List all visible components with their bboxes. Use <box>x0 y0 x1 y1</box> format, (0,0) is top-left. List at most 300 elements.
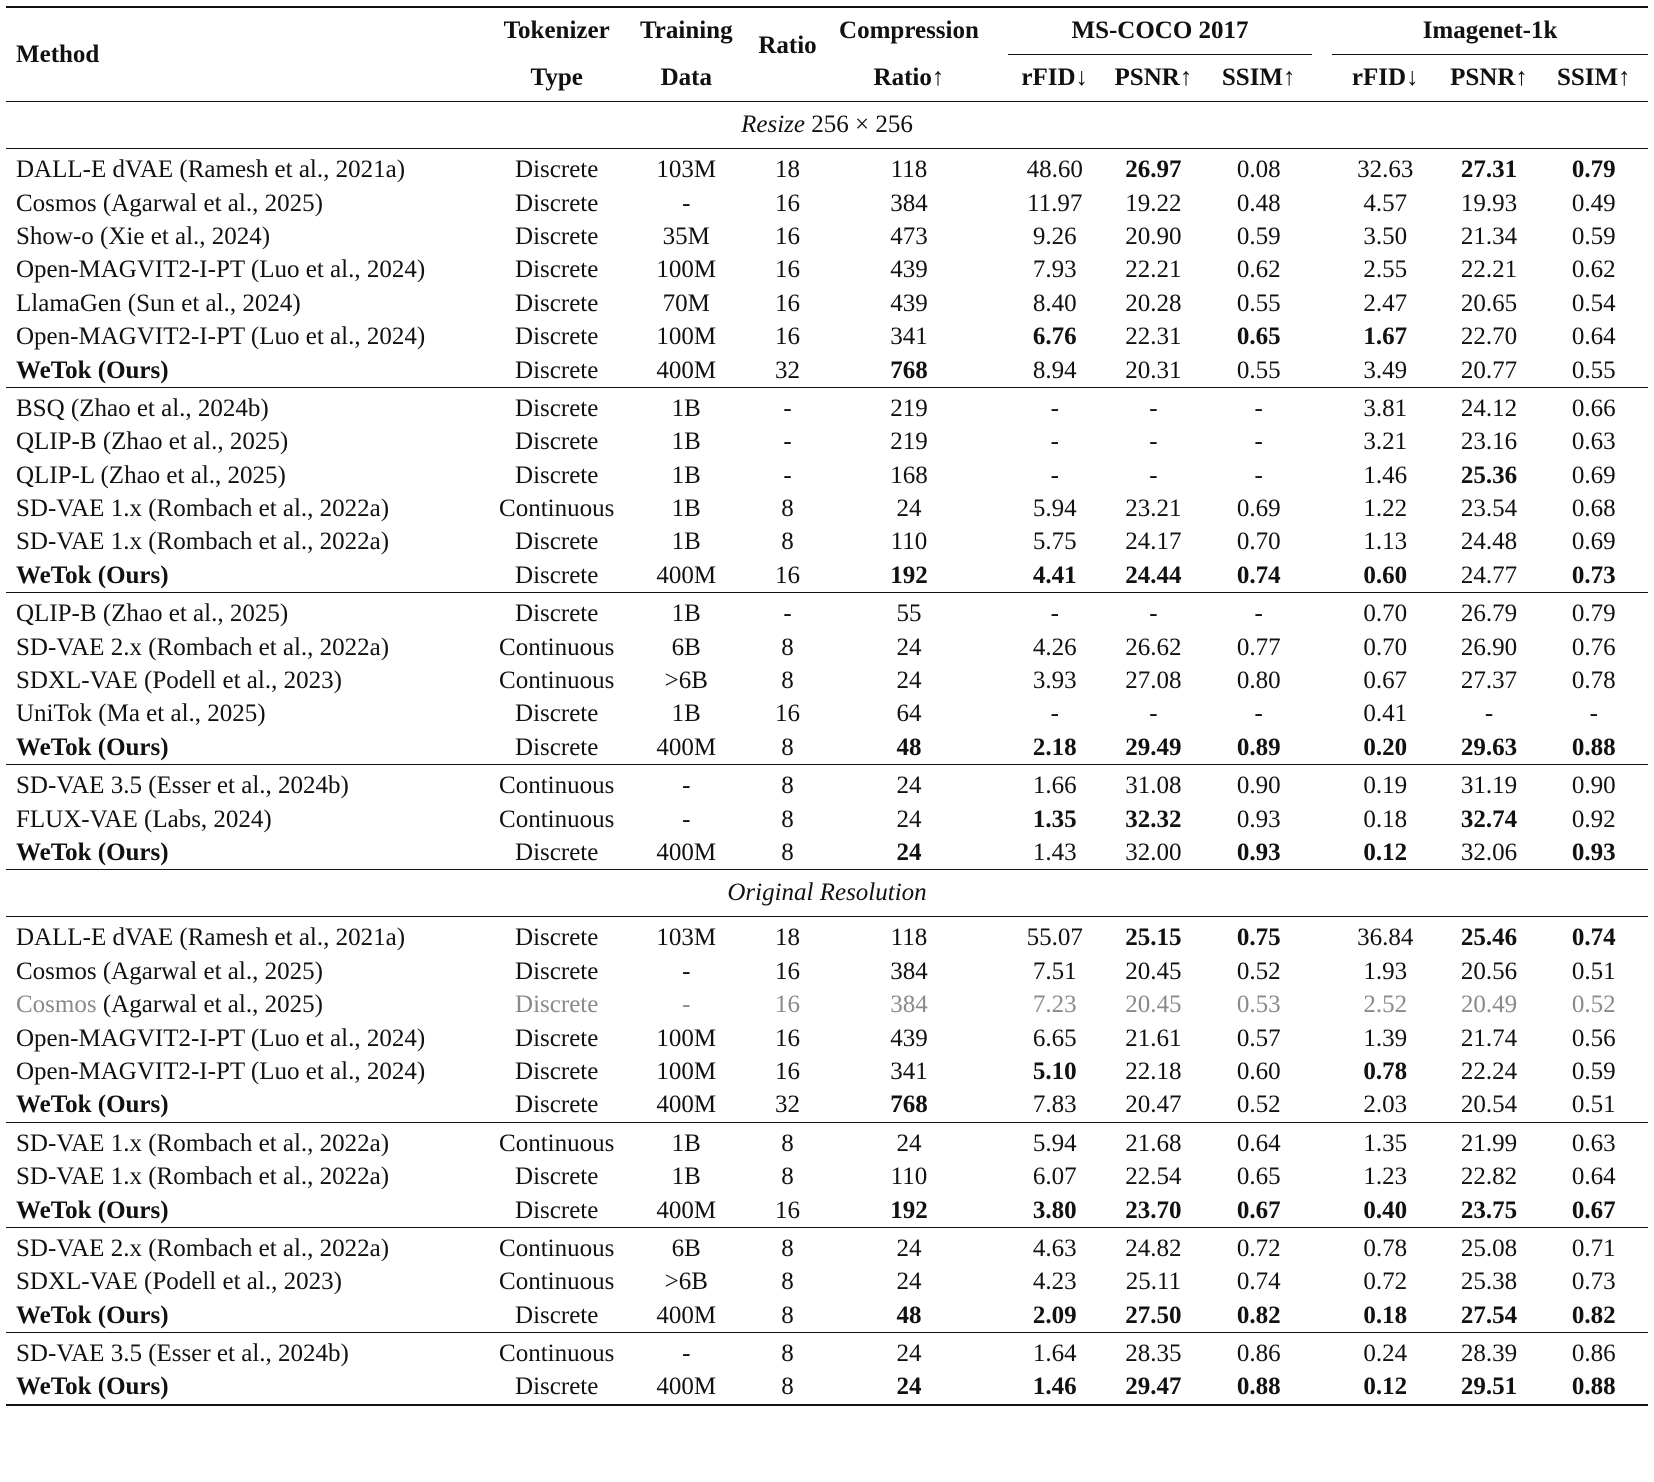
header-training-1: Training <box>626 7 747 55</box>
coco-psnr-cell <box>1101 1122 1205 1160</box>
method-name: QLIP-B <box>16 428 97 456</box>
imagenet-psnr-cell <box>1438 149 1539 187</box>
training-data-cell-value: 1B <box>671 600 701 628</box>
table-row <box>6 1299 1648 1333</box>
spacer <box>990 1021 1008 1054</box>
training-data-cell-value: 70M <box>662 289 710 317</box>
table-row <box>6 149 1648 187</box>
imagenet-ssim-cell-value: 0.51 <box>1571 1091 1616 1119</box>
imagenet-psnr-cell <box>1438 593 1539 631</box>
coco-rfid-cell-value: 3.93 <box>1032 667 1077 695</box>
coco-rfid-cell-value: 1.43 <box>1032 839 1077 866</box>
imagenet-rfid-cell <box>1332 149 1438 187</box>
coco-ssim-cell <box>1206 955 1312 988</box>
training-data-cell <box>626 559 747 593</box>
imagenet-ssim-cell <box>1540 320 1648 353</box>
method-citation: (Rombach et al., 2022a) <box>141 1129 390 1157</box>
imagenet-rfid-cell-value: 2.03 <box>1363 1091 1408 1119</box>
ratio-cell <box>747 492 828 525</box>
coco-ssim-cell <box>1206 1193 1312 1227</box>
coco-rfid-cell-value: 8.94 <box>1032 356 1077 384</box>
tokenizer-type-cell-value: Discrete <box>515 356 599 384</box>
table-row <box>6 1193 1648 1227</box>
tokenizer-type-cell-value: Continuous <box>499 805 615 833</box>
method-cell <box>6 664 488 697</box>
coco-rfid-cell-value: 4.26 <box>1032 633 1077 661</box>
coco-ssim-cell <box>1206 186 1312 219</box>
spacer <box>1312 492 1332 525</box>
spacer <box>1312 1227 1332 1265</box>
coco-psnr-cell <box>1101 917 1205 955</box>
header-imagenet-psnr: PSNR↑ <box>1450 64 1528 91</box>
imagenet-rfid-cell <box>1332 1227 1438 1265</box>
spacer <box>990 253 1008 286</box>
ratio-cell <box>747 220 828 253</box>
method-name: SD-VAE 3.5 <box>16 1340 142 1368</box>
coco-ssim-cell-value: 0.64 <box>1236 1129 1281 1157</box>
coco-rfid-cell <box>1008 1160 1101 1193</box>
method-citation: (Ramesh et al., 2021a) <box>173 924 406 952</box>
imagenet-ssim-cell-value: 0.63 <box>1571 1129 1616 1157</box>
coco-ssim-cell <box>1206 1021 1312 1054</box>
coco-rfid-cell <box>1008 664 1101 697</box>
tokenizer-type-cell-value: Discrete <box>515 1373 599 1401</box>
imagenet-ssim-cell-value: 0.88 <box>1571 733 1616 761</box>
imagenet-psnr-cell-value: 22.24 <box>1460 1057 1518 1085</box>
spacer <box>990 353 1008 387</box>
imagenet-rfid-cell-value: 0.72 <box>1363 1268 1408 1296</box>
compression-ratio-cell-value: 24 <box>896 633 922 661</box>
ratio-cell-value: 8 <box>781 1268 794 1296</box>
ratio-cell-value: 8 <box>781 733 794 761</box>
coco-psnr-cell-value: - <box>1149 428 1158 456</box>
coco-ssim-cell <box>1206 353 1312 387</box>
tokenizer-type-cell-value: Discrete <box>515 1163 599 1191</box>
ratio-cell <box>747 664 828 697</box>
tokenizer-type-cell <box>488 459 626 492</box>
compression-ratio-cell-value: 55 <box>896 600 922 628</box>
table-header <box>6 7 1648 102</box>
imagenet-psnr-cell <box>1438 802 1539 835</box>
imagenet-psnr-cell-value: 20.77 <box>1460 356 1518 384</box>
compression-ratio-cell <box>828 149 990 187</box>
imagenet-psnr-cell <box>1438 765 1539 803</box>
spacer <box>990 186 1008 219</box>
imagenet-ssim-cell-value: 0.51 <box>1571 957 1616 985</box>
coco-psnr-cell <box>1101 353 1205 387</box>
coco-rfid-cell-value: 5.94 <box>1032 495 1077 523</box>
imagenet-psnr-cell <box>1438 425 1539 458</box>
spacer <box>990 220 1008 253</box>
coco-psnr-cell <box>1101 1021 1205 1054</box>
imagenet-ssim-cell <box>1540 1055 1648 1088</box>
spacer <box>990 1160 1008 1193</box>
method-cell <box>6 1193 488 1227</box>
spacer <box>1312 731 1332 765</box>
ratio-cell-value: 8 <box>781 633 794 661</box>
coco-psnr-cell-value: 25.15 <box>1125 924 1182 952</box>
tokenizer-type-cell-value: Continuous <box>499 667 615 695</box>
method-cell <box>6 353 488 387</box>
coco-psnr-cell-value: - <box>1149 700 1158 728</box>
imagenet-ssim-cell <box>1540 1299 1648 1333</box>
imagenet-rfid-cell-value: 0.70 <box>1363 600 1408 628</box>
coco-rfid-cell-value: 4.23 <box>1032 1268 1077 1296</box>
compression-ratio-cell <box>828 1160 990 1193</box>
method-citation: (Agarwal et al., 2025) <box>96 189 323 217</box>
table-row <box>6 765 1648 803</box>
imagenet-psnr-cell-value: 31.19 <box>1460 772 1518 800</box>
coco-ssim-cell-value: 0.67 <box>1236 1196 1281 1224</box>
coco-psnr-cell <box>1101 765 1205 803</box>
coco-ssim-cell-value: 0.48 <box>1236 189 1281 217</box>
ratio-cell-value: 16 <box>774 289 800 317</box>
training-data-cell-value: 1B <box>671 461 701 489</box>
tokenizer-type-cell-value: Discrete <box>515 156 599 184</box>
imagenet-ssim-cell-value: 0.62 <box>1571 256 1616 284</box>
tokenizer-type-cell <box>488 1265 626 1298</box>
coco-rfid-cell <box>1008 253 1101 286</box>
method-cell <box>6 988 488 1021</box>
method-citation: (Agarwal et al., 2025) <box>96 957 323 985</box>
coco-psnr-cell <box>1101 955 1205 988</box>
training-data-cell-value: 400M <box>656 1196 717 1224</box>
tokenizer-type-cell <box>488 320 626 353</box>
compression-ratio-cell <box>828 1122 990 1160</box>
coco-rfid-cell <box>1008 186 1101 219</box>
training-data-cell <box>626 917 747 955</box>
ratio-cell-value: 16 <box>774 700 800 728</box>
method-name: SD-VAE 2.x <box>16 1234 142 1262</box>
coco-rfid-cell-value: 48.60 <box>1026 156 1083 184</box>
training-data-cell-value: 400M <box>656 1373 717 1401</box>
coco-psnr-cell-value: 26.62 <box>1125 633 1182 661</box>
table-row <box>6 802 1648 835</box>
compression-ratio-cell-value: 24 <box>896 1340 922 1368</box>
method-cell <box>6 425 488 458</box>
spacer <box>990 320 1008 353</box>
coco-psnr-cell <box>1101 664 1205 697</box>
spacer <box>990 1055 1008 1088</box>
tokenizer-type-cell <box>488 988 626 1021</box>
compression-ratio-cell-value: 24 <box>896 805 922 833</box>
training-data-cell <box>626 525 747 558</box>
ratio-cell <box>747 1299 828 1333</box>
spacer <box>990 149 1008 187</box>
imagenet-ssim-cell <box>1540 220 1648 253</box>
imagenet-rfid-cell-value: 4.57 <box>1363 189 1408 217</box>
coco-psnr-cell <box>1101 697 1205 730</box>
spacer <box>990 765 1008 803</box>
tokenizer-type-cell <box>488 697 626 730</box>
spacer <box>990 287 1008 320</box>
training-data-cell <box>626 1370 747 1404</box>
coco-psnr-cell-value: 22.21 <box>1125 256 1182 284</box>
coco-ssim-cell <box>1206 630 1312 663</box>
coco-ssim-cell-value: 0.88 <box>1236 1373 1281 1401</box>
coco-ssim-cell-value: - <box>1254 600 1263 628</box>
imagenet-ssim-cell <box>1540 955 1648 988</box>
method-name: WeTok (Ours) <box>16 1301 169 1329</box>
imagenet-psnr-cell <box>1438 630 1539 663</box>
imagenet-ssim-cell-value: 0.76 <box>1571 633 1616 661</box>
coco-psnr-cell-value: 21.61 <box>1125 1024 1182 1052</box>
compression-ratio-cell-value: 24 <box>896 1234 922 1262</box>
spacer <box>1312 1055 1332 1088</box>
coco-ssim-cell <box>1206 492 1312 525</box>
spacer <box>990 917 1008 955</box>
imagenet-ssim-cell-value: 0.74 <box>1571 924 1616 952</box>
compression-ratio-cell <box>828 459 990 492</box>
coco-rfid-cell <box>1008 1265 1101 1298</box>
method-citation: (Rombach et al., 2022a) <box>141 633 390 661</box>
coco-rfid-cell-value: 5.75 <box>1032 528 1077 556</box>
tokenizer-type-cell-value: Discrete <box>515 991 599 1019</box>
imagenet-rfid-cell-value: 0.78 <box>1363 1057 1408 1085</box>
tokenizer-type-cell <box>488 492 626 525</box>
training-data-cell <box>626 1193 747 1227</box>
tokenizer-type-cell <box>488 1193 626 1227</box>
tokenizer-type-cell <box>488 220 626 253</box>
tokenizer-type-cell-value: Discrete <box>515 1024 599 1052</box>
compression-ratio-cell <box>828 630 990 663</box>
imagenet-psnr-cell-value: 29.51 <box>1460 1373 1518 1401</box>
ratio-cell-value: 8 <box>781 528 794 556</box>
method-name: WeTok (Ours) <box>16 1373 169 1401</box>
coco-psnr-cell-value: 22.31 <box>1125 323 1182 351</box>
tokenizer-type-cell-value: Continuous <box>499 1234 615 1262</box>
training-data-cell-value: 100M <box>656 256 717 284</box>
method-cell <box>6 253 488 286</box>
imagenet-ssim-cell <box>1540 459 1648 492</box>
coco-ssim-cell <box>1206 1088 1312 1122</box>
coco-ssim-cell-value: 0.72 <box>1236 1234 1281 1262</box>
training-data-cell-value: 400M <box>656 561 717 589</box>
imagenet-psnr-cell <box>1438 1160 1539 1193</box>
imagenet-psnr-cell <box>1438 220 1539 253</box>
imagenet-rfid-cell <box>1332 1265 1438 1298</box>
coco-ssim-cell-value: 0.55 <box>1236 356 1281 384</box>
coco-ssim-cell-value: 0.69 <box>1236 495 1281 523</box>
spacer <box>990 802 1008 835</box>
results-table <box>6 6 1648 1406</box>
training-data-cell <box>626 1122 747 1160</box>
method-cell <box>6 220 488 253</box>
tokenizer-type-cell-value: Discrete <box>515 561 599 589</box>
imagenet-psnr-cell-value: 19.93 <box>1460 189 1518 217</box>
imagenet-ssim-cell <box>1540 1370 1648 1404</box>
spacer <box>990 425 1008 458</box>
table-row <box>6 459 1648 492</box>
table-row <box>6 1055 1648 1088</box>
ratio-cell <box>747 836 828 870</box>
training-data-cell-value: >6B <box>664 667 708 695</box>
imagenet-psnr-cell <box>1438 287 1539 320</box>
compression-ratio-cell <box>828 253 990 286</box>
imagenet-ssim-cell <box>1540 1122 1648 1160</box>
coco-ssim-cell-value: 0.77 <box>1236 633 1281 661</box>
training-data-cell-value: 1B <box>671 1129 701 1157</box>
method-cell <box>6 387 488 425</box>
imagenet-rfid-cell <box>1332 664 1438 697</box>
ratio-cell <box>747 1332 828 1370</box>
coco-psnr-cell <box>1101 320 1205 353</box>
coco-rfid-cell <box>1008 425 1101 458</box>
header-coco-rfid: rFID↓ <box>1021 64 1089 91</box>
tokenizer-type-cell <box>488 731 626 765</box>
imagenet-psnr-cell <box>1438 387 1539 425</box>
method-citation: (Esser et al., 2024b) <box>141 772 349 800</box>
compression-ratio-cell-value: 24 <box>896 1129 922 1157</box>
imagenet-ssim-cell-value: 0.69 <box>1571 528 1616 556</box>
spacer <box>990 559 1008 593</box>
ratio-cell <box>747 1265 828 1298</box>
ratio-cell <box>747 320 828 353</box>
compression-ratio-cell <box>828 836 990 870</box>
compression-ratio-cell-value: 48 <box>896 1301 922 1329</box>
ratio-cell-value: 16 <box>774 189 800 217</box>
imagenet-rfid-cell <box>1332 802 1438 835</box>
imagenet-psnr-cell <box>1438 1370 1539 1404</box>
imagenet-ssim-cell-value: 0.73 <box>1571 1268 1616 1296</box>
compression-ratio-cell-value: 192 <box>890 561 928 589</box>
imagenet-rfid-cell <box>1332 1021 1438 1054</box>
tokenizer-type-cell-value: Discrete <box>515 733 599 761</box>
coco-psnr-cell <box>1101 1370 1205 1404</box>
imagenet-ssim-cell <box>1540 353 1648 387</box>
spacer <box>990 492 1008 525</box>
coco-rfid-cell-value: 4.41 <box>1032 561 1077 589</box>
method-citation: (Zhao et al., 2025) <box>94 461 286 489</box>
coco-psnr-cell-value: 29.49 <box>1125 733 1182 761</box>
header-compression-1: Compression <box>828 7 990 55</box>
method-name: SD-VAE 1.x <box>16 1163 142 1191</box>
coco-rfid-cell <box>1008 836 1101 870</box>
imagenet-rfid-cell <box>1332 765 1438 803</box>
ratio-cell-value: 16 <box>774 1057 800 1085</box>
method-name: Show-o <box>16 222 94 250</box>
training-data-cell <box>626 1021 747 1054</box>
imagenet-rfid-cell-value: 0.41 <box>1363 700 1408 728</box>
imagenet-ssim-cell <box>1540 525 1648 558</box>
tokenizer-type-cell <box>488 1332 626 1370</box>
coco-psnr-cell <box>1101 593 1205 631</box>
ratio-cell-value: 18 <box>774 156 800 184</box>
compression-ratio-cell-value: 439 <box>890 256 928 284</box>
coco-rfid-cell-value: - <box>1050 600 1059 628</box>
coco-psnr-cell <box>1101 1055 1205 1088</box>
coco-psnr-cell-value: 29.47 <box>1125 1373 1182 1401</box>
coco-rfid-cell <box>1008 765 1101 803</box>
compression-ratio-cell-value: 24 <box>896 1268 922 1296</box>
coco-psnr-cell <box>1101 1332 1205 1370</box>
imagenet-psnr-cell-value: 22.70 <box>1460 323 1518 351</box>
imagenet-rfid-cell <box>1332 459 1438 492</box>
coco-psnr-cell <box>1101 459 1205 492</box>
coco-rfid-cell <box>1008 220 1101 253</box>
spacer <box>1312 1122 1332 1160</box>
training-data-cell-value: 103M <box>656 924 717 952</box>
coco-ssim-cell-value: 0.62 <box>1236 256 1281 284</box>
imagenet-psnr-cell-value: 24.12 <box>1460 394 1518 422</box>
tokenizer-type-cell-value: Discrete <box>515 924 599 952</box>
spacer <box>1312 1021 1332 1054</box>
coco-psnr-cell-value: - <box>1149 600 1158 628</box>
imagenet-rfid-cell-value: 3.81 <box>1363 394 1408 422</box>
imagenet-psnr-cell-value: 21.99 <box>1460 1129 1518 1157</box>
ratio-cell-value: 8 <box>781 1163 794 1191</box>
tokenizer-type-cell-value: Discrete <box>515 600 599 628</box>
compression-ratio-cell <box>828 1265 990 1298</box>
coco-psnr-cell <box>1101 559 1205 593</box>
method-citation: (Rombach et al., 2022a) <box>141 1234 390 1262</box>
imagenet-psnr-cell-value: 21.34 <box>1460 222 1518 250</box>
coco-rfid-cell-value: 1.46 <box>1032 1373 1077 1401</box>
spacer <box>1312 1193 1332 1227</box>
imagenet-rfid-cell-value: 3.50 <box>1363 222 1408 250</box>
training-data-cell-value: - <box>682 805 691 833</box>
imagenet-rfid-cell <box>1332 186 1438 219</box>
imagenet-ssim-cell <box>1540 492 1648 525</box>
table-row <box>6 559 1648 593</box>
table-row <box>6 353 1648 387</box>
coco-ssim-cell-value: 0.52 <box>1236 957 1281 985</box>
coco-psnr-cell <box>1101 220 1205 253</box>
coco-ssim-cell-value: 0.53 <box>1236 991 1281 1019</box>
imagenet-psnr-cell-value: 26.79 <box>1460 600 1518 628</box>
header-tokenizer-2: Type <box>530 63 583 91</box>
coco-psnr-cell-value: - <box>1149 461 1158 489</box>
imagenet-rfid-cell <box>1332 697 1438 730</box>
coco-ssim-cell <box>1206 1332 1312 1370</box>
method-citation: (Zhao et al., 2025) <box>96 600 289 628</box>
method-cell <box>6 1332 488 1370</box>
spacer <box>1312 765 1332 803</box>
coco-psnr-cell <box>1101 525 1205 558</box>
method-citation: (Xie et al., 2024) <box>93 222 271 250</box>
imagenet-ssim-cell-value: 0.59 <box>1571 1057 1616 1085</box>
tokenizer-type-cell <box>488 559 626 593</box>
method-cell <box>6 287 488 320</box>
coco-psnr-cell-value: 23.21 <box>1125 495 1182 523</box>
imagenet-ssim-cell <box>1540 287 1648 320</box>
coco-rfid-cell-value: 7.51 <box>1032 957 1077 985</box>
method-citation: (Agarwal et al., 2025) <box>96 991 323 1019</box>
coco-rfid-cell <box>1008 1370 1101 1404</box>
training-data-cell <box>626 459 747 492</box>
coco-rfid-cell <box>1008 149 1101 187</box>
method-citation: (Luo et al., 2024) <box>244 256 426 284</box>
training-data-cell <box>626 149 747 187</box>
tokenizer-type-cell-value: Discrete <box>515 461 599 489</box>
coco-psnr-cell <box>1101 253 1205 286</box>
training-data-cell <box>626 836 747 870</box>
header-coco-psnr: PSNR↑ <box>1114 64 1193 91</box>
ratio-cell <box>747 425 828 458</box>
method-cell <box>6 955 488 988</box>
imagenet-rfid-cell <box>1332 220 1438 253</box>
training-data-cell-value: >6B <box>664 1268 708 1296</box>
method-cell <box>6 630 488 663</box>
coco-psnr-cell <box>1101 425 1205 458</box>
imagenet-rfid-cell-value: 1.39 <box>1363 1024 1408 1052</box>
coco-psnr-cell-value: - <box>1149 394 1158 422</box>
ratio-cell <box>747 955 828 988</box>
coco-ssim-cell <box>1206 593 1312 631</box>
spacer <box>990 836 1008 870</box>
ratio-cell <box>747 253 828 286</box>
method-name: Cosmos <box>16 991 97 1019</box>
